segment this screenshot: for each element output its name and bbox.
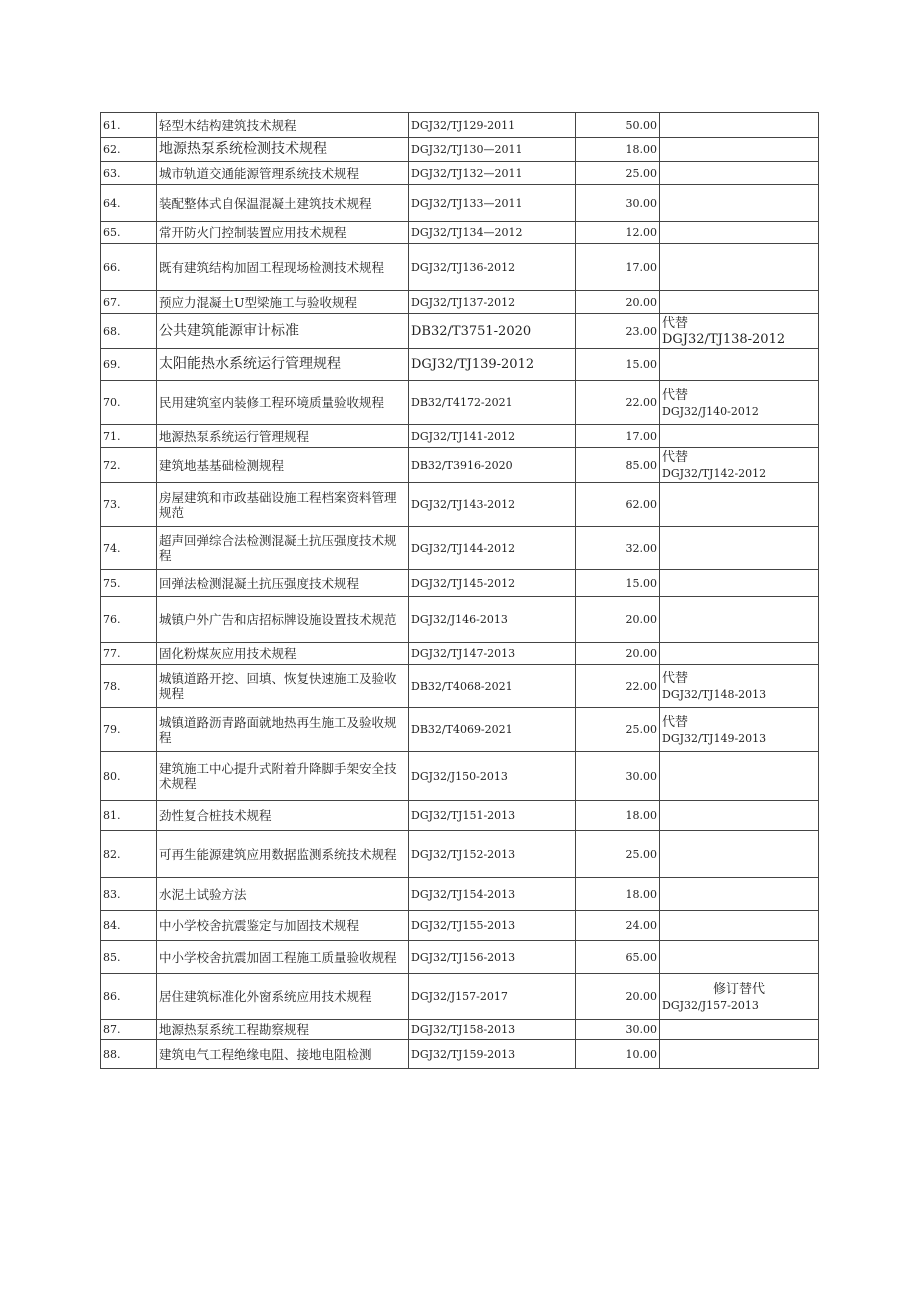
row-number: 73. <box>101 483 157 527</box>
price: 25.00 <box>576 708 660 752</box>
price: 25.00 <box>576 831 660 878</box>
table-row <box>101 138 819 162</box>
row-number: 88. <box>101 1040 157 1069</box>
table-row <box>101 185 819 222</box>
standard-code: DGJ32/TJ133—2011 <box>409 185 576 222</box>
table-row <box>101 113 819 138</box>
replacement-note <box>660 1020 819 1040</box>
replacement-label: 修订替代 <box>712 981 765 997</box>
row-number: 85. <box>101 941 157 974</box>
standard-name: 房屋建筑和市政基础设施工程档案资料管理规范 <box>157 483 409 527</box>
standard-name: 公共建筑能源审计标准 <box>157 314 409 349</box>
price: 12.00 <box>576 222 660 244</box>
replacement-note <box>660 1040 819 1069</box>
standard-code: DGJ32/TJ152-2013 <box>409 831 576 878</box>
table-row <box>101 752 819 801</box>
standard-name: 轻型木结构建筑技术规程 <box>157 113 409 138</box>
standard-name: 中小学校舍抗震加固工程施工质量验收规程 <box>157 941 409 974</box>
row-number: 76. <box>101 597 157 643</box>
standard-name: 回弹法检测混凝土抗压强度技术规程 <box>157 570 409 597</box>
price: 85.00 <box>576 448 660 483</box>
table-row <box>101 801 819 831</box>
replacement-note <box>660 752 819 801</box>
replacement-note <box>660 349 819 381</box>
table-row <box>101 911 819 941</box>
row-number: 72. <box>101 448 157 483</box>
row-number: 77. <box>101 643 157 665</box>
table-row <box>101 597 819 643</box>
table-row <box>101 314 819 349</box>
standard-code: DB32/T4172-2021 <box>409 381 576 425</box>
standard-code: DGJ32/TJ137-2012 <box>409 291 576 314</box>
standard-name: 可再生能源建筑应用数据监测系统技术规程 <box>157 831 409 878</box>
replacement-note <box>660 448 819 483</box>
standards-table <box>100 112 819 1069</box>
price: 62.00 <box>576 483 660 527</box>
price: 15.00 <box>576 349 660 381</box>
standard-name: 劲性复合桩技术规程 <box>157 801 409 831</box>
standard-code: DGJ32/TJ134—2012 <box>409 222 576 244</box>
standard-name: 常开防火门控制装置应用技术规程 <box>157 222 409 244</box>
price: 30.00 <box>576 1020 660 1040</box>
row-number: 83. <box>101 878 157 911</box>
row-number: 63. <box>101 162 157 185</box>
price: 15.00 <box>576 570 660 597</box>
row-number: 74. <box>101 527 157 570</box>
price: 17.00 <box>576 244 660 291</box>
price: 20.00 <box>576 597 660 643</box>
table-row <box>101 244 819 291</box>
standard-name: 民用建筑室内装修工程环境质量验收规程 <box>157 381 409 425</box>
row-number: 65. <box>101 222 157 244</box>
standard-code: DGJ32/J150-2013 <box>409 752 576 801</box>
standard-code: DB32/T4068-2021 <box>409 665 576 708</box>
replacement-note <box>660 527 819 570</box>
standard-code: DGJ32/TJ145-2012 <box>409 570 576 597</box>
standard-code: DGJ32/TJ158-2013 <box>409 1020 576 1040</box>
table-row <box>101 425 819 448</box>
price: 10.00 <box>576 1040 660 1069</box>
table-row <box>101 878 819 911</box>
row-number: 78. <box>101 665 157 708</box>
table-row <box>101 291 819 314</box>
replacement-label: 代替 <box>662 316 689 331</box>
standard-name: 城镇户外广告和店招标牌设施设置技术规范 <box>157 597 409 643</box>
standard-name: 既有建筑结构加固工程现场检测技术规程 <box>157 244 409 291</box>
row-number: 67. <box>101 291 157 314</box>
standard-code: DGJ32/TJ156-2013 <box>409 941 576 974</box>
standard-name: 地源热泵系统运行管理规程 <box>157 425 409 448</box>
standard-code: DGJ32/TJ144-2012 <box>409 527 576 570</box>
replacement-note <box>660 643 819 665</box>
standard-code: DGJ32/TJ143-2012 <box>409 483 576 527</box>
standard-code: DGJ32/TJ139-2012 <box>409 349 576 381</box>
replacement-label: 代替 <box>662 671 689 686</box>
replacement-note <box>660 941 819 974</box>
table-row <box>101 831 819 878</box>
row-number: 69. <box>101 349 157 381</box>
row-number: 79. <box>101 708 157 752</box>
standard-name: 居住建筑标准化外窗系统应用技术规程 <box>157 974 409 1020</box>
standard-name: 固化粉煤灰应用技术规程 <box>157 643 409 665</box>
replacement-note <box>660 483 819 527</box>
price: 25.00 <box>576 162 660 185</box>
standard-name: 建筑施工中心提升式附着升降脚手架安全技术规程 <box>157 752 409 801</box>
replacement-note <box>660 974 819 1020</box>
table-row <box>101 527 819 570</box>
replaced-standard-code: DGJ32/TJ142-2012 <box>662 467 767 480</box>
price: 32.00 <box>576 527 660 570</box>
standard-code: DGJ32/TJ151-2013 <box>409 801 576 831</box>
replacement-note <box>660 222 819 244</box>
price: 18.00 <box>576 801 660 831</box>
replaced-standard-code: DGJ32/J140-2012 <box>662 404 759 418</box>
replacement-note <box>660 291 819 314</box>
replacement-note <box>660 708 819 752</box>
standard-code: DB32/T3916-2020 <box>409 448 576 483</box>
price: 22.00 <box>576 665 660 708</box>
replacement-label: 代替 <box>662 450 689 465</box>
table-row <box>101 570 819 597</box>
table-row <box>101 349 819 381</box>
table-row <box>101 974 819 1020</box>
price: 24.00 <box>576 911 660 941</box>
replacement-note <box>660 314 819 349</box>
standard-name: 城市轨道交通能源管理系统技术规程 <box>157 162 409 185</box>
replacement-note <box>660 878 819 911</box>
row-number: 80. <box>101 752 157 801</box>
standard-name: 城镇道路开挖、回填、恢复快速施工及验收规程 <box>157 665 409 708</box>
row-number: 68. <box>101 314 157 349</box>
replacement-note <box>660 185 819 222</box>
table-row <box>101 381 819 425</box>
price: 22.00 <box>576 381 660 425</box>
standard-code: DGJ32/TJ130—2011 <box>409 138 576 162</box>
replaced-standard-code: DGJ32/TJ149-2013 <box>662 731 767 745</box>
standard-code: DGJ32/TJ155-2013 <box>409 911 576 941</box>
replacement-note <box>660 911 819 941</box>
standard-code: DGJ32/TJ141-2012 <box>409 425 576 448</box>
price: 18.00 <box>576 138 660 162</box>
standard-name: 水泥土试验方法 <box>157 878 409 911</box>
table-row <box>101 1020 819 1040</box>
row-number: 64. <box>101 185 157 222</box>
row-number: 71. <box>101 425 157 448</box>
replacement-note <box>660 162 819 185</box>
standard-code: DGJ32/TJ136-2012 <box>409 244 576 291</box>
standard-code: DGJ32/TJ147-2013 <box>409 643 576 665</box>
replacement-note <box>660 597 819 643</box>
price: 23.00 <box>576 314 660 349</box>
replacement-label: 代替 <box>662 714 689 730</box>
replacement-note <box>660 831 819 878</box>
standard-name: 超声回弹综合法检测混凝土抗压强度技术规程 <box>157 527 409 570</box>
standard-code: DGJ32/TJ129-2011 <box>409 113 576 138</box>
row-number: 62. <box>101 138 157 162</box>
replaced-standard-code: DGJ32/TJ148-2013 <box>662 688 767 701</box>
table-row <box>101 483 819 527</box>
replacement-label: 代替 <box>662 387 689 403</box>
price: 18.00 <box>576 878 660 911</box>
standard-code: DGJ32/J146-2013 <box>409 597 576 643</box>
replacement-note <box>660 113 819 138</box>
replacement-note <box>660 665 819 708</box>
row-number: 81. <box>101 801 157 831</box>
standard-name: 建筑电气工程绝缘电阻、接地电阻检测 <box>157 1040 409 1069</box>
standard-code: DGJ32/J157-2017 <box>409 974 576 1020</box>
table-row <box>101 708 819 752</box>
standard-name: 预应力混凝土U型梁施工与验收规程 <box>157 291 409 314</box>
replacement-note <box>660 570 819 597</box>
row-number: 82. <box>101 831 157 878</box>
row-number: 66. <box>101 244 157 291</box>
standard-name: 太阳能热水系统运行管理规程 <box>157 349 409 381</box>
standard-name: 中小学校舍抗震鉴定与加固技术规程 <box>157 911 409 941</box>
table-row <box>101 1040 819 1069</box>
standard-code: DGJ32/TJ159-2013 <box>409 1040 576 1069</box>
row-number: 86. <box>101 974 157 1020</box>
row-number: 87. <box>101 1020 157 1040</box>
price: 30.00 <box>576 185 660 222</box>
price: 20.00 <box>576 291 660 314</box>
price: 20.00 <box>576 974 660 1020</box>
standard-name: 装配整体式自保温混凝土建筑技术规程 <box>157 185 409 222</box>
price: 20.00 <box>576 643 660 665</box>
standard-code: DB32/T3751-2020 <box>409 314 576 349</box>
replacement-note <box>660 244 819 291</box>
standard-name: 地源热泵系统工程勘察规程 <box>157 1020 409 1040</box>
standard-code: DGJ32/TJ132—2011 <box>409 162 576 185</box>
standards-table-body <box>101 113 819 1069</box>
table-row <box>101 643 819 665</box>
table-row <box>101 941 819 974</box>
replaced-standard-code: DGJ32/TJ138-2012 <box>662 332 786 347</box>
table-row <box>101 665 819 708</box>
replacement-note <box>660 425 819 448</box>
row-number: 61. <box>101 113 157 138</box>
price: 50.00 <box>576 113 660 138</box>
standard-code: DGJ32/TJ154-2013 <box>409 878 576 911</box>
replacement-note <box>660 138 819 162</box>
price: 17.00 <box>576 425 660 448</box>
table-row <box>101 222 819 244</box>
standard-code: DB32/T4069-2021 <box>409 708 576 752</box>
row-number: 75. <box>101 570 157 597</box>
price: 65.00 <box>576 941 660 974</box>
row-number: 70. <box>101 381 157 425</box>
standard-name: 城镇道路沥青路面就地热再生施工及验收规程 <box>157 708 409 752</box>
replacement-note <box>660 801 819 831</box>
row-number: 84. <box>101 911 157 941</box>
table-row <box>101 448 819 483</box>
price: 30.00 <box>576 752 660 801</box>
table-row <box>101 162 819 185</box>
standard-name: 地源热泵系统检测技术规程 <box>157 138 409 162</box>
standard-name: 建筑地基基础检测规程 <box>157 448 409 483</box>
replacement-note <box>660 381 819 425</box>
replaced-standard-code: DGJ32/J157-2013 <box>662 998 759 1012</box>
